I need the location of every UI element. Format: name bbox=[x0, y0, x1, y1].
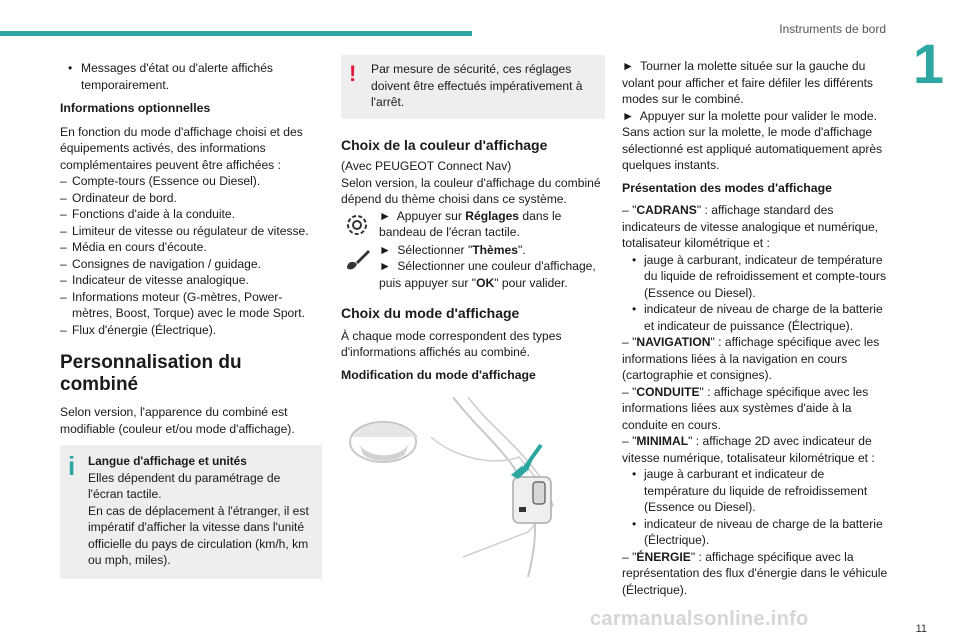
mode-choice-title: Choix du mode d'affichage bbox=[341, 305, 520, 321]
step-themes: ► Sélectionner "Thèmes". ► Sélectionner une couleur d'affichage, puis appuyer sur "OK" pour valider. bbox=[341, 242, 605, 292]
running-header: Instruments de bord bbox=[779, 22, 886, 36]
optional-info-intro: En fonction du mode d'affichage choisi et des équipements activés, des informations complémentaires peuvent être affichées : bbox=[60, 124, 303, 172]
mode-intro: À chaque mode correspondent des types d'informations affichés au combiné. bbox=[341, 328, 562, 359]
list-item: – Limiteur de vitesse ou régulateur de vitesse. bbox=[60, 223, 309, 238]
info-box bbox=[60, 445, 322, 579]
warning-text: Par mesure de sécurité, ces réglages doivent être effectués impérativement à l'arrêt. bbox=[371, 62, 583, 109]
steering-wheel-illustration bbox=[343, 397, 565, 577]
list-item: • indicateur de niveau de charge de la batterie et indicateur de puissance (Électrique). bbox=[632, 302, 883, 333]
watermark: carmanualsonline.info bbox=[590, 608, 809, 630]
list-item: – Flux d'énergie (Électrique). bbox=[60, 322, 217, 337]
list-item: • indicateur de niveau de charge de la batterie (Électrique). bbox=[632, 516, 883, 547]
info-text: Elles dépendent du paramétrage de l'écran tactile. bbox=[88, 470, 281, 501]
list-item: • Messages d'état ou d'alerte affichés temporairement. bbox=[60, 60, 322, 93]
info-text: En cas de déplacement à l'étranger, il est impératif d'afficher la vitesse dans l'unité officielle du pays de circulation (km/h, km ou mph, miles). bbox=[88, 503, 309, 567]
optional-info-heading: Informations optionnelles bbox=[60, 101, 211, 115]
optional-info-list bbox=[60, 173, 322, 338]
column-middle bbox=[341, 55, 605, 577]
step-press-wheel: ► Appuyer sur la molette pour valider le mode. bbox=[622, 108, 877, 123]
list-item: – Informations moteur (G-mètres, Power-mètres, Boost, Torque) avec le mode Sport. bbox=[60, 289, 306, 320]
color-intro-2: Selon version, la couleur d'affichage du combiné dépend du thème choisi dans ce système. bbox=[341, 175, 601, 206]
list-item: – Média en cours d'écoute. bbox=[60, 240, 207, 254]
chapter-number: 1 bbox=[912, 32, 944, 95]
step-turn-wheel: ► Tourner la molette située sur la gauche du volant pour afficher et faire défiler les différents modes sur le combiné. bbox=[622, 59, 873, 106]
mode-energie: – "ÉNERGIE" : affichage spécifique avec la représentation des flux d'énergie dans le véhicule (Électrique). bbox=[622, 549, 888, 597]
mode-minimal: – "MINIMAL" : affichage 2D avec indicateur de vitesse numérique, totalisateur kilométrique et : bbox=[622, 434, 875, 465]
warning-icon: ! bbox=[349, 61, 357, 86]
color-intro-1: (Avec PEUGEOT Connect Nav) bbox=[341, 159, 512, 173]
column-left bbox=[60, 60, 322, 579]
mode-navigation: – "NAVIGATION" : affichage spécifique avec les informations liées à la navigation en cours (cartographie et consignes). bbox=[622, 335, 880, 382]
step-note: Sans action sur la molette, le mode d'affichage sélectionné est appliqué automatiquement après quelques instants. bbox=[622, 125, 883, 172]
list-item: – Compte-tours (Essence ou Diesel). bbox=[60, 174, 261, 188]
list-item: – Fonctions d'aide à la conduite. bbox=[60, 207, 235, 221]
color-choice-title: Choix de la couleur d'affichage bbox=[341, 136, 548, 153]
list-item: – Ordinateur de bord. bbox=[60, 190, 177, 205]
list-item: – Consignes de navigation / guidage. bbox=[60, 256, 261, 271]
paintbrush-icon bbox=[341, 242, 375, 276]
list-item: • jauge à carburant, indicateur de température du liquide de refroidissement et compte-tours (Essence ou Diesel). bbox=[632, 252, 886, 300]
mode-cadrans: – "CADRANS" : affichage standard des indicateurs de vitesse analogique et numérique, totalisateur kilométrique et : bbox=[622, 203, 879, 250]
section-title: Personnalisation du combiné bbox=[60, 352, 242, 395]
mode-conduite: – "CONDUITE" : affichage spécifique avec les informations liées aux systèmes d'aide à la conduite en cours. bbox=[622, 384, 869, 432]
modify-mode-heading: Modification du mode d'affichage bbox=[341, 367, 536, 382]
modes-heading: Présentation des modes d'affichage bbox=[622, 180, 832, 195]
info-title: Langue d'affichage et unités bbox=[88, 454, 247, 468]
bullet-icon: • bbox=[68, 61, 73, 75]
column-right bbox=[622, 58, 892, 598]
settings-gear-icon bbox=[341, 208, 375, 242]
chapter-accent-bar bbox=[0, 31, 472, 36]
info-icon: i bbox=[68, 451, 76, 481]
page-number: 11 bbox=[915, 623, 927, 635]
list-item: – Indicateur de vitesse analogique. bbox=[60, 273, 249, 287]
section-intro: Selon version, l'apparence du combiné est modifiable (couleur et/ou mode d'affichage). bbox=[60, 405, 295, 436]
step-settings: ► Appuyer sur Réglages dans le bandeau de l'écran tactile. bbox=[341, 208, 605, 242]
list-item: • jauge à carburant et indicateur de température du liquide de refroidissement (Essence ou Diesel). bbox=[632, 467, 868, 514]
warning-box bbox=[341, 55, 605, 119]
